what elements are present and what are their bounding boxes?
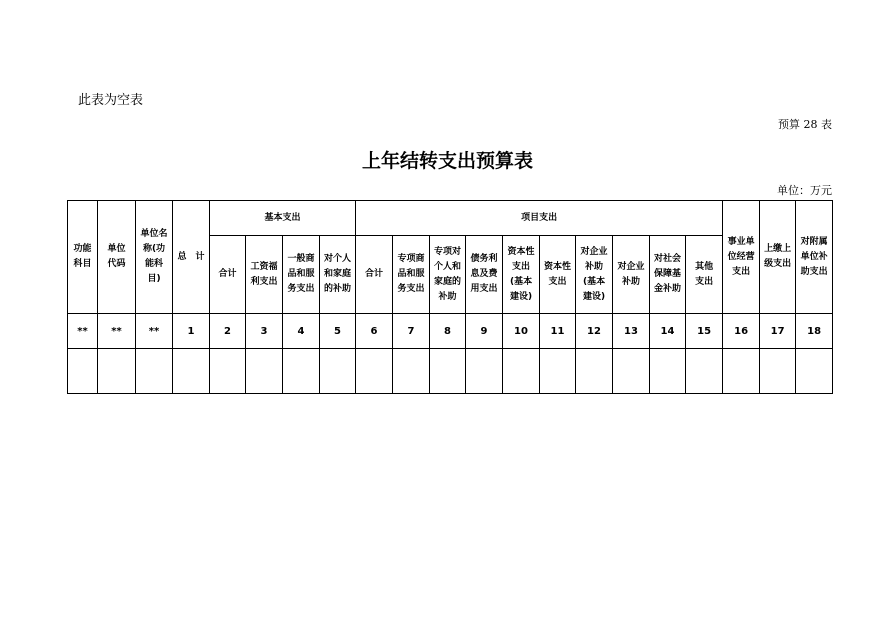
header-unit-name: 单位名称(功能科目) — [136, 201, 173, 314]
empty-cell — [686, 349, 723, 394]
empty-cell — [68, 349, 98, 394]
header-affiliated-subsidy: 对附属单位补助支出 — [796, 201, 833, 314]
header-basic-subsidy: 对个人和家庭的补助 — [320, 236, 356, 314]
index-cell: 17 — [760, 314, 796, 349]
index-cell: ** — [98, 314, 136, 349]
index-cell: 4 — [283, 314, 320, 349]
empty-cell — [136, 349, 173, 394]
empty-cell — [796, 349, 833, 394]
empty-cell — [98, 349, 136, 394]
empty-data-row — [68, 349, 833, 394]
index-cell: 18 — [796, 314, 833, 349]
index-cell: 14 — [650, 314, 686, 349]
header-project-capital: 资本性支出 — [540, 236, 576, 314]
header-basic-group: 基本支出 — [210, 201, 356, 236]
empty-cell — [503, 349, 540, 394]
header-upper-payment: 上缴上级支出 — [760, 201, 796, 314]
header-project-other: 其他支出 — [686, 236, 723, 314]
unit-label: 单位：万元 — [777, 184, 832, 197]
empty-cell — [576, 349, 613, 394]
empty-cell — [356, 349, 393, 394]
empty-cell — [393, 349, 430, 394]
empty-cell — [246, 349, 283, 394]
index-cell: 9 — [466, 314, 503, 349]
header-basic-wages: 工资福利支出 — [246, 236, 283, 314]
form-number: 预算 28 表 — [778, 118, 832, 131]
header-project-goods: 专项商品和服务支出 — [393, 236, 430, 314]
index-cell: 8 — [430, 314, 466, 349]
empty-cell — [320, 349, 356, 394]
index-cell: 3 — [246, 314, 283, 349]
empty-cell — [760, 349, 796, 394]
header-project-debt: 债务利息及费用支出 — [466, 236, 503, 314]
header-project-subtotal: 合计 — [356, 236, 393, 314]
header-project-enterprise: 对企业补助 — [613, 236, 650, 314]
index-cell: 16 — [723, 314, 760, 349]
budget-table — [67, 200, 833, 394]
header-business-expense: 事业单位经营支出 — [723, 201, 760, 314]
header-total: 总 计 — [173, 201, 210, 314]
empty-cell — [283, 349, 320, 394]
index-cell: ** — [68, 314, 98, 349]
header-project-capital-build: 资本性支出(基本建设) — [503, 236, 540, 314]
empty-cell — [650, 349, 686, 394]
header-basic-goods: 一般商品和服务支出 — [283, 236, 320, 314]
header-project-social: 对社会保障基金补助 — [650, 236, 686, 314]
index-cell: ** — [136, 314, 173, 349]
index-cell: 5 — [320, 314, 356, 349]
page-title: 上年结转支出预算表 — [361, 150, 533, 172]
empty-table-note: 此表为空表 — [78, 93, 144, 108]
empty-cell — [540, 349, 576, 394]
header-project-enterprise-build: 对企业补助(基本建设) — [576, 236, 613, 314]
index-cell: 6 — [356, 314, 393, 349]
index-cell: 7 — [393, 314, 430, 349]
empty-cell — [210, 349, 246, 394]
header-project-group: 项目支出 — [356, 201, 723, 236]
empty-cell — [466, 349, 503, 394]
empty-cell — [613, 349, 650, 394]
index-cell: 15 — [686, 314, 723, 349]
index-cell: 12 — [576, 314, 613, 349]
empty-cell — [173, 349, 210, 394]
header-basic-subtotal: 合计 — [210, 236, 246, 314]
header-project-subsidy: 专项对个人和家庭的补助 — [430, 236, 466, 314]
index-cell: 1 — [173, 314, 210, 349]
index-cell: 13 — [613, 314, 650, 349]
index-cell: 2 — [210, 314, 246, 349]
index-cell: 10 — [503, 314, 540, 349]
index-row — [68, 314, 833, 349]
empty-cell — [723, 349, 760, 394]
header-function-subject: 功能科目 — [68, 201, 98, 314]
empty-cell — [430, 349, 466, 394]
header-unit-code: 单位代码 — [98, 201, 136, 314]
index-cell: 11 — [540, 314, 576, 349]
